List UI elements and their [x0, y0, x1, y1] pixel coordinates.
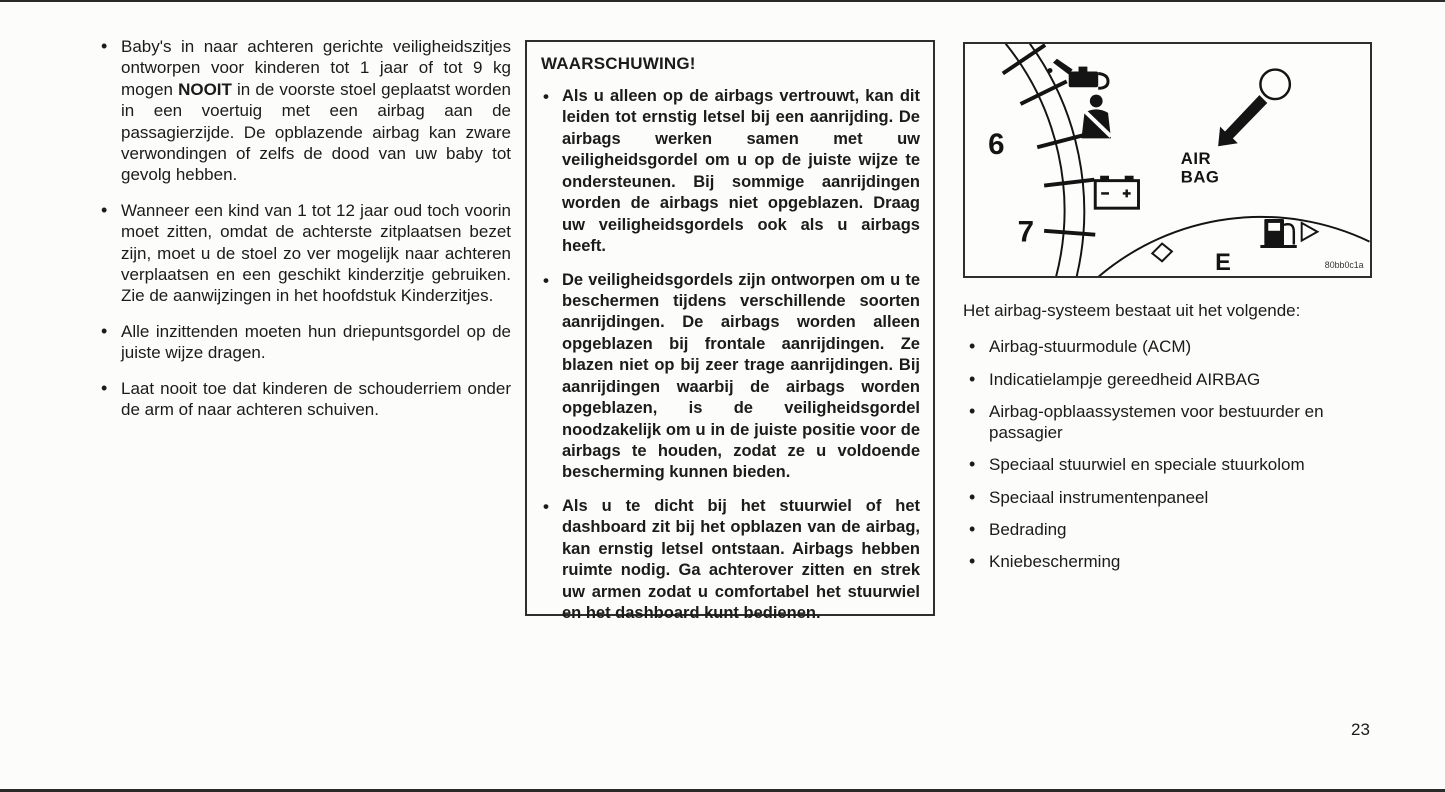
airbag-pointer-arrow	[1218, 95, 1267, 146]
seatbelt-reminder-icon	[1081, 95, 1110, 139]
right-column	[963, 300, 1379, 583]
list-item: • Indicatielampje gereedheid AIRBAG	[963, 369, 1379, 390]
left-column	[95, 36, 511, 435]
oil-pressure-icon	[1048, 59, 1108, 88]
airbag-label-line2: BAG	[1180, 167, 1220, 187]
list-item: • Laat nooit toe dat kinderen de schouderriem onder de arm of naar achteren schuiven.	[95, 378, 511, 421]
bullet-text: Baby's in naar achteren gerichte veiligheidszitjes ontworpen voor kinderen tot 1 jaar of tot 9 kg mogen	[121, 37, 511, 99]
list-item: • Als u te dicht bij het stuurwiel of het dashboard zit bij het opblazen van de airbag, kan ernstig letsel ontstaan. Airbags hebben ruimte nodig. Ga achterover zitten en strek uw armen zodat u comfortabel het stuurwiel en het dashboard kunt bedienen.	[540, 496, 920, 625]
figure-code: 80bb0c1a	[1324, 260, 1364, 271]
airbag-system-intro: Het airbag-systeem bestaat uit het volgende:	[963, 301, 1301, 320]
list-item: • Airbag-stuurmodule (ACM)	[963, 336, 1379, 357]
warning-box	[525, 40, 935, 623]
list-item: • De veiligheidsgordels zijn ontworpen om u te beschermen tijdens verschillende soorten aanrijdingen. De airbags worden alleen opgeblazen bij frontale aanrijdingen. Ze blazen niet op bij zeer trage aanrijdingen. Bij aanrijdingen waarbij de airbags worden opgeblazen, is de veiligheidsgordel noodzakelijk om u in de juiste positie voor de airbags te houden, zodat ze u voldoende bescherming kunnen bieden.	[540, 270, 920, 484]
list-item: • Speciaal instrumentenpaneel	[963, 487, 1379, 508]
low-fuel-diamond-icon	[1152, 244, 1172, 262]
instrument-cluster-illustration	[965, 44, 1370, 276]
fuel-door-arrow-icon	[1302, 223, 1318, 241]
list-item: • Wanneer een kind van 1 tot 12 jaar oud toch voorin moet zitten, omdat de achterste zitplaatsen bezet zijn, moet u de stoel zo ver mogelijk naar achteren verplaatsen en een geschikt kinderzitje gebruiken. Zie de aanwijzingen in het hoofdstuk Kinderzitjes.	[95, 200, 511, 307]
list-item: • Bedrading	[963, 519, 1379, 540]
list-item: • Kniebescherming	[963, 551, 1379, 572]
instrument-cluster-figure	[963, 42, 1372, 278]
scan-edge-top	[0, 0, 1445, 2]
airbag-components-list	[963, 336, 1379, 572]
warning-list	[540, 86, 920, 625]
bullet-text: in de voorste stoel geplaatst worden in een voertuig met een airbag aan de passagierzijde. De opblazende airbag kan zware verwondingen of zelfs de dood van uw baby tot gevolg hebben.	[121, 79, 512, 185]
gauge-number-7: 7	[1017, 215, 1034, 249]
left-column-list	[95, 36, 511, 421]
list-item	[95, 36, 511, 186]
indicator-lamp-circle	[1260, 70, 1289, 99]
bullet-text-bold: NOOIT	[178, 79, 232, 99]
list-item: • Airbag-opblaassystemen voor bestuurder en passagier	[963, 401, 1379, 444]
fuel-pump-icon	[1260, 219, 1296, 247]
warning-title: WAARSCHUWING!	[541, 54, 696, 73]
gauge-number-6: 6	[988, 128, 1005, 162]
list-item: • Alle inzittenden moeten hun driepuntsgordel op de juiste wijze dragen.	[95, 321, 511, 364]
page-number: 23	[1351, 720, 1370, 739]
battery-icon	[1095, 176, 1138, 208]
list-item: • Als u alleen op de airbags vertrouwt, kan dit leiden tot ernstig letsel bij een aanrijding. De airbags werken samen met uw veiligheidsgordel om u op de juiste wijze te ondersteunen. Bij sommige aanrijdingen worden de airbags niet opgeblazen. Draag uw veiligheidsgordels ook als u airbags heeft.	[540, 86, 920, 258]
fuel-empty-label: E	[1215, 249, 1231, 276]
list-item: • Speciaal stuurwiel en speciale stuurkolom	[963, 454, 1379, 475]
airbag-label-line1: AIR	[1180, 148, 1212, 168]
